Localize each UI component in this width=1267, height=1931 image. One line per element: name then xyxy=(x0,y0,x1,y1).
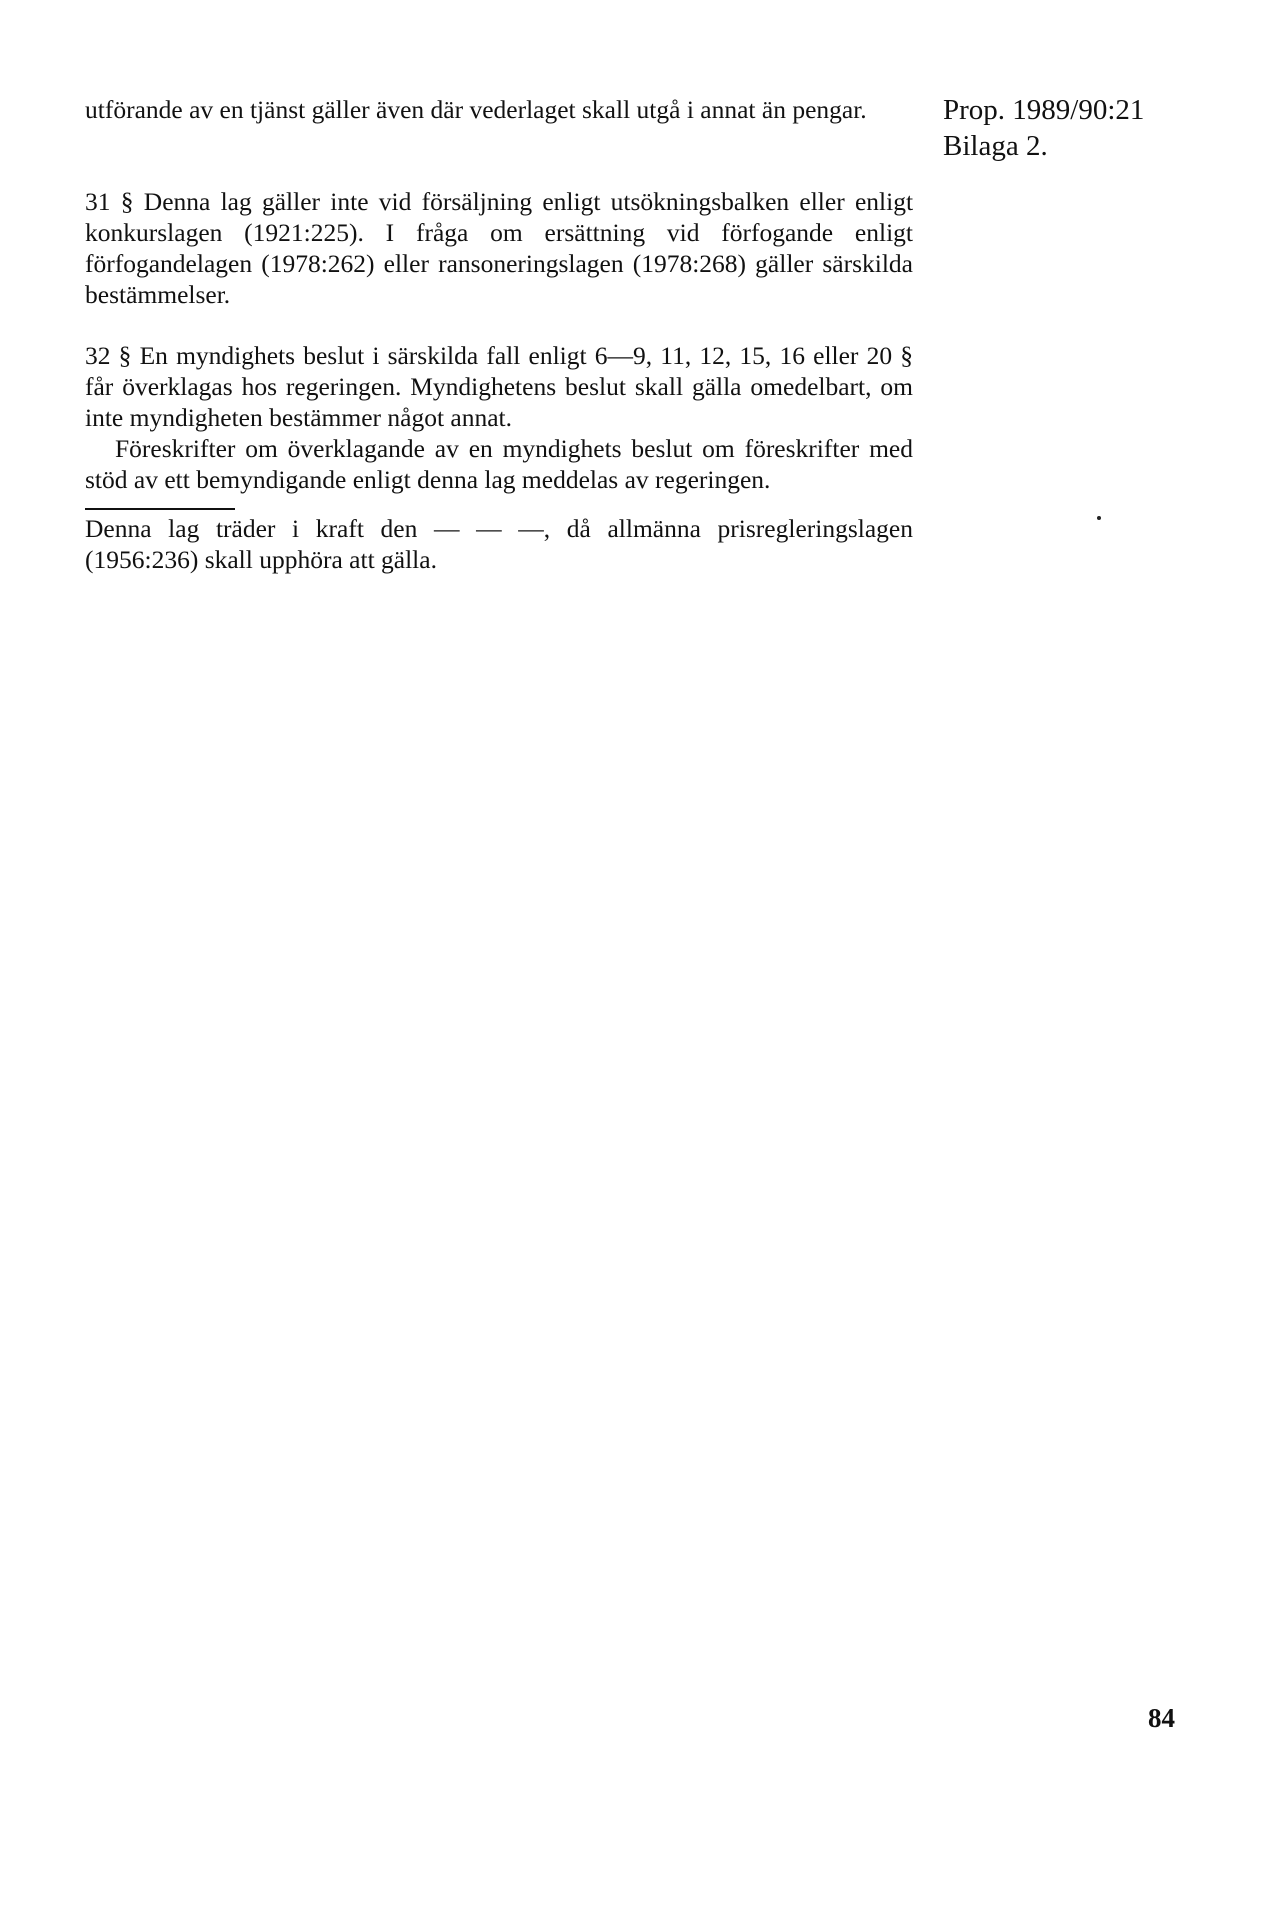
prop-number: Prop. 1989/90:21 xyxy=(943,94,1145,126)
page-number: 84 xyxy=(1148,1703,1175,1733)
stray-dot-mark xyxy=(1097,516,1101,520)
section-31-number: 31 § xyxy=(85,187,134,216)
section-32-text xyxy=(85,340,913,433)
separator-rule xyxy=(85,508,235,510)
section-31 xyxy=(85,186,913,310)
bilaga-label: Bilaga 2. xyxy=(943,130,1048,162)
section-31-body: Denna lag gäller inte vid försäljning enligt utsökningsbalken eller enligt konkurslagen (1921:225). I fråga om ersättning vid förfogande enligt förfogandelagen (1978:262) eller ransoneringslagen (1978:268) gäller särskilda bestämmelser. xyxy=(85,187,914,309)
transition-text: Denna lag träder i kraft den — — —, då allmänna prisregleringslagen (1956:236) skall upphöra att gälla. xyxy=(85,514,913,574)
carryover-text: utförande av en tjänst gäller även där vederlaget skall utgå i annat än pengar. xyxy=(85,95,867,124)
section-32-body: En myndighets beslut i särskilda fall enligt 6—9, 11, 12, 15, 16 eller 20 § får överklagas hos regeringen. Myndighetens beslut skall gälla omedelbart, om inte myndigheten bestämmer något annat. xyxy=(85,341,914,432)
section-31-text xyxy=(85,186,913,310)
section-32 xyxy=(85,340,913,495)
proposition-reference xyxy=(943,92,1144,164)
section-32-second-paragraph: Föreskrifter om överklagande av en myndighets beslut om föreskrifter med stöd av ett bemyndigande enligt denna lag meddelas av regeringen. xyxy=(85,434,913,494)
section-32-number: 32 § xyxy=(85,341,132,370)
transition-provision xyxy=(85,513,913,575)
carryover-paragraph xyxy=(85,94,913,125)
